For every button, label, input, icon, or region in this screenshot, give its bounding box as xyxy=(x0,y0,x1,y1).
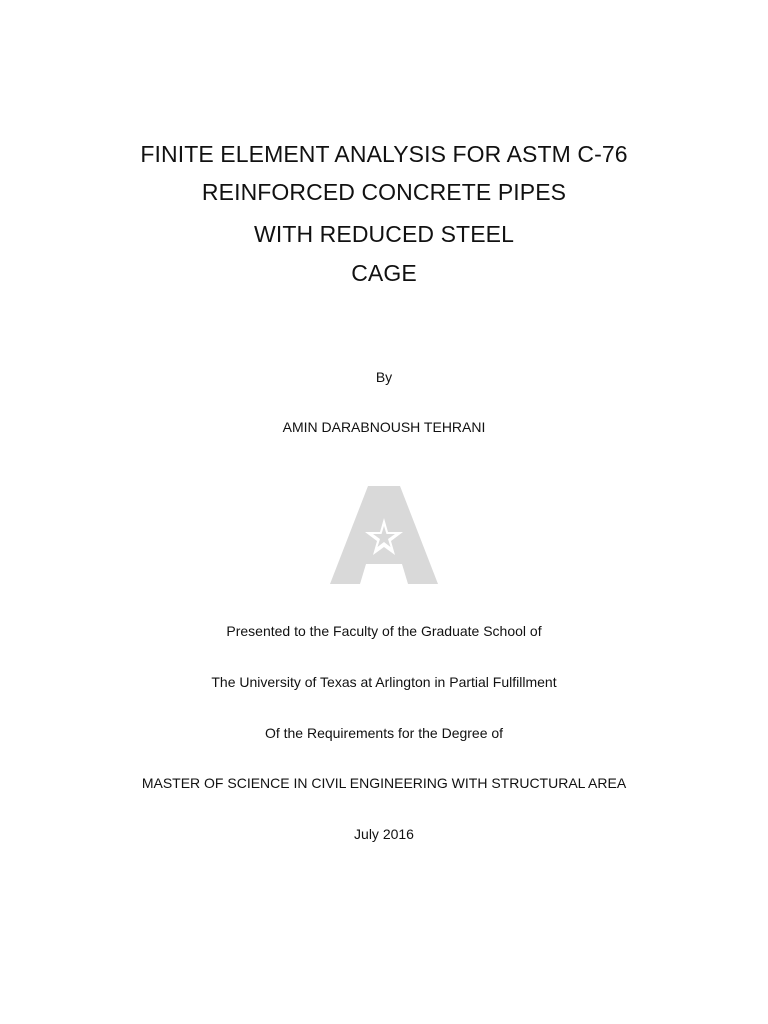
thesis-title-line-3: WITH REDUCED STEEL xyxy=(254,221,514,247)
university-line: The University of Texas at Arlington in Partial Fulfillment xyxy=(211,674,557,690)
thesis-title-line-1: FINITE ELEMENT ANALYSIS FOR ASTM C-76 xyxy=(140,141,628,167)
degree-line: MASTER OF SCIENCE IN CIVIL ENGINEERING WITH STRUCTURAL AREA xyxy=(141,775,627,791)
author-name: AMIN DARABNOUSH TEHRANI xyxy=(282,419,486,435)
thesis-title-line-4: CAGE xyxy=(351,260,417,286)
byline: By xyxy=(375,369,393,385)
uta-a-star-logo-icon xyxy=(330,486,438,584)
date-line: July 2016 xyxy=(354,826,414,842)
thesis-title-line-2: REINFORCED CONCRETE PIPES xyxy=(201,179,567,205)
presented-to-line: Presented to the Faculty of the Graduate School of xyxy=(226,623,542,639)
requirements-line: Of the Requirements for the Degree of xyxy=(264,725,504,741)
